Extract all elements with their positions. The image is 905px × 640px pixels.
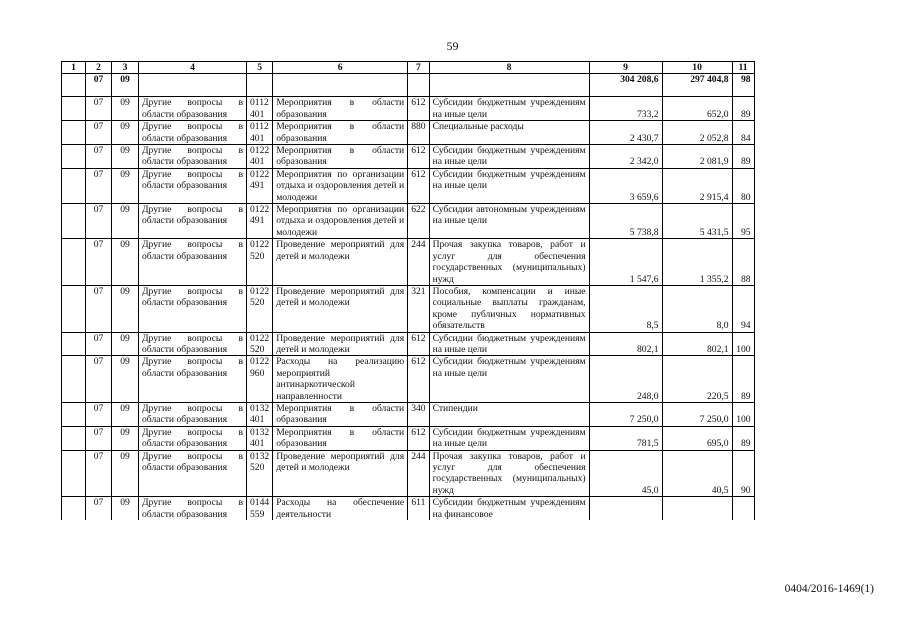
- cell-col1: [62, 168, 86, 203]
- cell-col10: 7 250,0: [662, 402, 732, 426]
- cell-col7: 612: [408, 356, 429, 403]
- cell-col8: Субсидии бюджетным учреждениям на финансовое: [429, 497, 589, 520]
- header-cell: 4: [139, 62, 247, 74]
- cell-col8: Субсидии бюджетным учреждениям на иные цели: [429, 168, 589, 203]
- cell-col1: [62, 204, 86, 239]
- page-number: 59: [446, 39, 459, 53]
- cell-col11: 88: [732, 239, 754, 286]
- cell-col5-line1: 0132: [250, 402, 270, 414]
- cell-col7: 244: [408, 450, 429, 497]
- cell-col11: 89: [732, 356, 754, 403]
- cell-col1: [62, 74, 86, 97]
- header-row: [62, 62, 755, 74]
- table-row: [62, 450, 755, 497]
- summary-row: [62, 74, 755, 97]
- table-row: [62, 97, 755, 121]
- cell-col4-line2: области образования: [142, 156, 228, 168]
- cell-col9: 7 250,0: [589, 402, 662, 426]
- cell-col11: 100: [732, 402, 754, 426]
- cell-col5: [247, 426, 273, 450]
- cell-col10: 802,1: [662, 332, 732, 356]
- header-cell: 7: [408, 62, 429, 74]
- cell-col11: 89: [732, 426, 754, 450]
- cell-col7: 340: [408, 402, 429, 426]
- table-row: [62, 204, 755, 239]
- table-row: [62, 285, 755, 332]
- cell-col2: 07: [86, 74, 112, 97]
- cell-col5-line1: 0122: [250, 239, 270, 251]
- cell-col10: [662, 497, 732, 520]
- cell-col5-line1: 0122: [250, 145, 270, 157]
- cell-col3: 09: [112, 332, 139, 356]
- cell-col4-line1: Другие вопросы в: [142, 356, 243, 368]
- table-row: [62, 239, 755, 286]
- cell-col9: 733,2: [589, 97, 662, 121]
- table-row: [62, 121, 755, 145]
- cell-col3: 09: [112, 497, 139, 520]
- cell-col7: 612: [408, 332, 429, 356]
- cell-col6: Расходы на реализацию мероприятий антинаркотической направленности: [273, 356, 408, 403]
- cell-col5-line2: 520: [250, 297, 265, 309]
- cell-col1: [62, 332, 86, 356]
- table-row: [62, 426, 755, 450]
- cell-col5-line2: 520: [250, 462, 265, 473]
- cell-col8: Субсидии бюджетным учреждениям на иные цели: [429, 145, 589, 169]
- cell-col2: 07: [86, 145, 112, 169]
- cell-col5-line2: 559: [250, 508, 265, 520]
- cell-col9: 304 208,6: [589, 74, 662, 97]
- cell-col3: 09: [112, 168, 139, 203]
- cell-col10: 40,5: [662, 450, 732, 497]
- cell-col10: 2 915,4: [662, 168, 732, 203]
- cell-col4-line1: Другие вопросы в: [142, 426, 243, 438]
- cell-col9: 5 738,8: [589, 204, 662, 239]
- cell-col8: Пособия, компенсации и иные социальные выплаты гражданам, кроме публичных нормативных обязательств: [429, 285, 589, 332]
- cell-col4-line2: области образования: [142, 215, 228, 227]
- cell-col1: [62, 426, 86, 450]
- document-code: 0404/2016-1469(1): [784, 583, 874, 595]
- cell-col2: 07: [86, 97, 112, 121]
- header-cell: 2: [86, 62, 112, 74]
- cell-col2: 07: [86, 450, 112, 497]
- cell-col5-line1: 0112: [250, 97, 269, 109]
- cell-col2: 07: [86, 168, 112, 203]
- cell-col4-line1: Другие вопросы в: [142, 497, 243, 509]
- cell-col7: 612: [408, 97, 429, 121]
- cell-col1: [62, 285, 86, 332]
- header-cell: 6: [273, 62, 408, 74]
- cell-col6: Мероприятия по организации отдыха и оздоровления детей и молодежи: [273, 168, 408, 203]
- cell-col5: [247, 402, 273, 426]
- cell-col5-line2: 491: [250, 180, 265, 192]
- cell-col3: 09: [112, 285, 139, 332]
- cell-col4-line1: Другие вопросы в: [142, 239, 243, 251]
- cell-col3: 09: [112, 426, 139, 450]
- cell-col8: [429, 74, 589, 97]
- cell-col7: 611: [408, 497, 429, 520]
- cell-col4: [139, 97, 247, 121]
- cell-col4: [139, 74, 247, 97]
- cell-col5-line1: 0122: [250, 332, 270, 344]
- cell-col9: 1 547,6: [589, 239, 662, 286]
- cell-col3: 09: [112, 204, 139, 239]
- cell-col4-line2: области образования: [142, 414, 228, 426]
- cell-col11: 84: [732, 121, 754, 145]
- table-row: [62, 497, 755, 520]
- table-row: [62, 356, 755, 403]
- cell-col5-line2: 401: [250, 438, 265, 450]
- cell-col11: 80: [732, 168, 754, 203]
- cell-col1: [62, 145, 86, 169]
- cell-col7: 612: [408, 426, 429, 450]
- table-row: [62, 145, 755, 169]
- cell-col6: Мероприятия по организации отдыха и оздоровления детей и молодежи: [273, 204, 408, 239]
- cell-col4: [139, 204, 247, 239]
- cell-col2: 07: [86, 497, 112, 520]
- cell-col8: Субсидии бюджетным учреждениям на иные цели: [429, 356, 589, 403]
- cell-col4-line1: Другие вопросы в: [142, 285, 243, 297]
- cell-col3: 09: [112, 402, 139, 426]
- cell-col9: 3 659,6: [589, 168, 662, 203]
- cell-col5-line1: 0112: [250, 121, 269, 133]
- cell-col6: [273, 74, 408, 97]
- cell-col4-line2: области образования: [142, 508, 228, 520]
- cell-col4: [139, 145, 247, 169]
- cell-col5: [247, 356, 273, 403]
- cell-col2: 07: [86, 426, 112, 450]
- cell-col2: 07: [86, 402, 112, 426]
- cell-col10: 652,0: [662, 97, 732, 121]
- cell-col4-line2: области образования: [142, 180, 228, 192]
- cell-col11: 89: [732, 97, 754, 121]
- cell-col5-line1: 0132: [250, 450, 270, 462]
- cell-col8: Специальные расходы: [429, 121, 589, 145]
- cell-col3: 09: [112, 74, 139, 97]
- cell-col11: 89: [732, 145, 754, 169]
- cell-col8: Стипендии: [429, 402, 589, 426]
- cell-col5-line2: 491: [250, 215, 265, 227]
- cell-col10: 2 081,9: [662, 145, 732, 169]
- cell-col4-line2: области образования: [142, 250, 228, 262]
- cell-col4: [139, 121, 247, 145]
- cell-col1: [62, 356, 86, 403]
- cell-col5-line1: 0122: [250, 285, 270, 297]
- cell-col1: [62, 402, 86, 426]
- cell-col4: [139, 426, 247, 450]
- header-cell: 3: [112, 62, 139, 74]
- cell-col11: 100: [732, 332, 754, 356]
- cell-col4-line1: Другие вопросы в: [142, 168, 243, 180]
- cell-col3: 09: [112, 239, 139, 286]
- cell-col10: 1 355,2: [662, 239, 732, 286]
- cell-col4: [139, 450, 247, 497]
- cell-col2: 07: [86, 204, 112, 239]
- cell-col11: 98: [732, 74, 754, 97]
- cell-col8: Прочая закупка товаров, работ и услуг для обеспечения государственных (муниципальных) нужд: [429, 450, 589, 497]
- cell-col4: [139, 332, 247, 356]
- cell-col3: 09: [112, 356, 139, 403]
- cell-col11: 90: [732, 450, 754, 497]
- cell-col11: [732, 497, 754, 520]
- table-row: [62, 168, 755, 203]
- cell-col4-line2: области образования: [142, 132, 228, 144]
- cell-col9: 248,0: [589, 356, 662, 403]
- cell-col1: [62, 239, 86, 286]
- cell-col2: 07: [86, 285, 112, 332]
- cell-col6: Мероприятия в области образования: [273, 97, 408, 121]
- cell-col7: 622: [408, 204, 429, 239]
- table-row: [62, 402, 755, 426]
- cell-col5-line1: 0144: [250, 497, 270, 509]
- cell-col4-line2: области образования: [142, 367, 228, 379]
- cell-col5-line1: 0132: [250, 426, 270, 438]
- cell-col5-line1: 0122: [250, 204, 270, 216]
- cell-col5: [247, 168, 273, 203]
- table-row: [62, 332, 755, 356]
- cell-col5: [247, 332, 273, 356]
- cell-col6: Мероприятия в области образования: [273, 402, 408, 426]
- cell-col9: 781,5: [589, 426, 662, 450]
- cell-col5: [247, 497, 273, 520]
- cell-col4: [139, 285, 247, 332]
- cell-col4: [139, 497, 247, 520]
- header-cell: 1: [62, 62, 86, 74]
- cell-col10: 5 431,5: [662, 204, 732, 239]
- cell-col11: 95: [732, 204, 754, 239]
- cell-col3: 09: [112, 121, 139, 145]
- cell-col9: 45,0: [589, 450, 662, 497]
- header-cell: 8: [429, 62, 589, 74]
- cell-col5-line2: 960: [250, 367, 265, 379]
- cell-col9: 8,5: [589, 285, 662, 332]
- cell-col4: [139, 239, 247, 286]
- cell-col5-line2: 401: [250, 414, 265, 426]
- cell-col6: Мероприятия в области образования: [273, 426, 408, 450]
- cell-col8: Субсидии бюджетным учреждениям на иные цели: [429, 426, 589, 450]
- cell-col10: 297 404,8: [662, 74, 732, 97]
- cell-col5-line1: 0122: [250, 168, 270, 180]
- cell-col10: 2 052,8: [662, 121, 732, 145]
- cell-col5: [247, 239, 273, 286]
- cell-col9: 802,1: [589, 332, 662, 356]
- cell-col11: 94: [732, 285, 754, 332]
- header-cell: 10: [662, 62, 732, 74]
- cell-col5: [247, 450, 273, 497]
- cell-col4-line1: Другие вопросы в: [142, 121, 243, 133]
- cell-col4: [139, 168, 247, 203]
- cell-col4-line1: Другие вопросы в: [142, 97, 243, 109]
- cell-col6: Мероприятия в области образования: [273, 121, 408, 145]
- cell-col2: 07: [86, 356, 112, 403]
- cell-col7: 612: [408, 145, 429, 169]
- cell-col6: Расходы на обеспечение деятельности: [273, 497, 408, 520]
- cell-col4-line1: Другие вопросы в: [142, 204, 243, 216]
- cell-col5-line2: 401: [250, 108, 265, 120]
- cell-col6: Проведение мероприятий для детей и молодежи: [273, 285, 408, 332]
- cell-col10: 8,0: [662, 285, 732, 332]
- cell-col5: [247, 121, 273, 145]
- cell-col9: [589, 497, 662, 520]
- cell-col6: Проведение мероприятий для детей и молодежи: [273, 450, 408, 497]
- cell-col5-line2: 520: [250, 250, 265, 262]
- cell-col5-line1: 0122: [250, 356, 270, 368]
- cell-col7: [408, 74, 429, 97]
- cell-col3: 09: [112, 97, 139, 121]
- cell-col6: Проведение мероприятий для детей и молодежи: [273, 239, 408, 286]
- cell-col7: 244: [408, 239, 429, 286]
- cell-col5: [247, 285, 273, 332]
- cell-col7: 612: [408, 168, 429, 203]
- cell-col7: 880: [408, 121, 429, 145]
- cell-col4-line1: Другие вопросы в: [142, 332, 243, 344]
- cell-col5-line2: 520: [250, 343, 265, 355]
- cell-col4-line2: области образования: [142, 108, 228, 120]
- cell-col2: 07: [86, 332, 112, 356]
- cell-col8: Субсидии автономным учреждениям на иные цели: [429, 204, 589, 239]
- cell-col5-line2: 401: [250, 132, 265, 144]
- cell-col4-line2: области образования: [142, 462, 228, 473]
- header-cell: 9: [589, 62, 662, 74]
- cell-col5: [247, 97, 273, 121]
- cell-col4-line2: области образования: [142, 343, 228, 355]
- cell-col5-line2: 401: [250, 156, 265, 168]
- cell-col1: [62, 97, 86, 121]
- cell-col3: 09: [112, 450, 139, 497]
- cell-col1: [62, 497, 86, 520]
- cell-col7: 321: [408, 285, 429, 332]
- cell-col4: [139, 402, 247, 426]
- cell-col6: Проведение мероприятий для детей и молодежи: [273, 332, 408, 356]
- cell-col10: 220,5: [662, 356, 732, 403]
- header-cell: 11: [732, 62, 754, 74]
- cell-col4: [139, 356, 247, 403]
- cell-col4-line1: Другие вопросы в: [142, 145, 243, 157]
- cell-col4-line1: Другие вопросы в: [142, 402, 243, 414]
- cell-col4-line2: области образования: [142, 297, 228, 309]
- cell-col8: Субсидии бюджетным учреждениям на иные цели: [429, 332, 589, 356]
- cell-col6: Мероприятия в области образования: [273, 145, 408, 169]
- cell-col5: [247, 74, 273, 97]
- cell-col9: 2 342,0: [589, 145, 662, 169]
- header-cell: 5: [247, 62, 273, 74]
- cell-col10: 695,0: [662, 426, 732, 450]
- cell-col8: Прочая закупка товаров, работ и услуг для обеспечения государственных (муниципальных) нужд: [429, 239, 589, 286]
- cell-col1: [62, 450, 86, 497]
- cell-col2: 07: [86, 239, 112, 286]
- budget-table: [61, 61, 755, 520]
- cell-col2: 07: [86, 121, 112, 145]
- cell-col9: 2 430,7: [589, 121, 662, 145]
- cell-col4-line2: области образования: [142, 438, 228, 450]
- cell-col8: Субсидии бюджетным учреждениям на иные цели: [429, 97, 589, 121]
- cell-col3: 09: [112, 145, 139, 169]
- cell-col5: [247, 204, 273, 239]
- cell-col4-line1: Другие вопросы в: [142, 450, 243, 462]
- cell-col5: [247, 145, 273, 169]
- cell-col1: [62, 121, 86, 145]
